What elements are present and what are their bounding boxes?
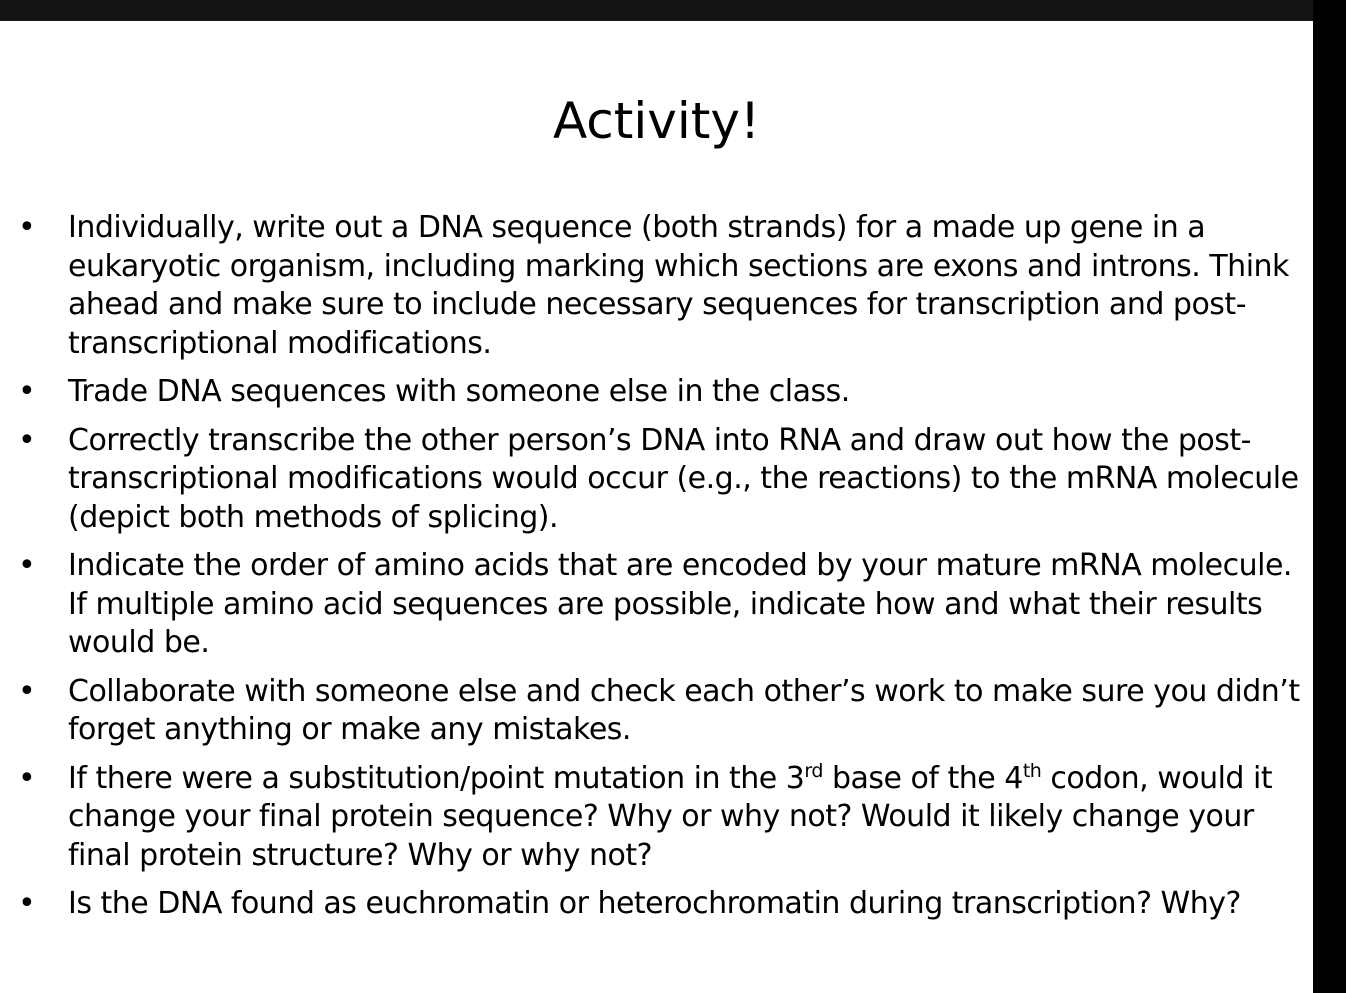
bullet-text-part2: base of the 4 bbox=[822, 760, 1023, 796]
bullet-icon: • bbox=[18, 374, 36, 409]
bullet-text-part3: codon, would it change your final protein sequence? Why or why not? Would it likely change your final protein structure? Why or why not? bbox=[68, 760, 1273, 873]
bullet-item-chromatin bbox=[0, 885, 1300, 924]
bullet-icon: • bbox=[18, 886, 36, 921]
top-window-bar bbox=[0, 0, 1346, 21]
bullet-icon: • bbox=[18, 210, 36, 245]
bullet-icon: • bbox=[18, 673, 36, 709]
bullet-text: Correctly transcribe the other person’s DNA into RNA and draw out how the post-transcriptional modifications would occur (e.g., the reactions) to the mRNA molecule (depict both methods of splicing). bbox=[68, 422, 1299, 535]
bullet-item-mutation bbox=[0, 760, 1300, 876]
bullet-item-write-dna bbox=[0, 209, 1300, 363]
bullet-icon: • bbox=[18, 760, 36, 796]
bullet-item-trade-dna bbox=[0, 373, 1300, 412]
ordinal-superscript-rd: rd bbox=[804, 759, 823, 782]
bullet-item-transcribe bbox=[0, 422, 1300, 538]
bullet-item-collaborate bbox=[0, 673, 1300, 750]
bullet-text: Trade DNA sequences with someone else in the class. bbox=[68, 374, 850, 409]
slide-title: Activity! bbox=[552, 92, 761, 150]
bullet-icon: • bbox=[18, 422, 36, 458]
bullet-icon: • bbox=[18, 548, 36, 583]
right-window-bar bbox=[1313, 0, 1346, 993]
bullet-list bbox=[0, 209, 1300, 934]
bullet-text: Individually, write out a DNA sequence (both strands) for a made up gene in a eukaryotic organism, including marking which sections are exons and introns. Think ahead and make sure to include necessary sequences for transcription and post-transcriptional modifications. bbox=[68, 210, 1289, 361]
bullet-text: Is the DNA found as euchromatin or heterochromatin during transcription? Why? bbox=[68, 886, 1241, 921]
slide bbox=[0, 21, 1313, 993]
bullet-text: Collaborate with someone else and check each other’s work to make sure you didn’t forget anything or make any mistakes. bbox=[68, 673, 1300, 747]
bullet-item-amino-acids bbox=[0, 547, 1300, 663]
ordinal-superscript-th: th bbox=[1022, 759, 1042, 782]
bullet-text: Indicate the order of amino acids that are encoded by your mature mRNA molecule. If multiple amino acid sequences are possible, indicate how and what their results would be. bbox=[68, 548, 1292, 660]
bullet-text-part1: If there were a substitution/point mutation in the 3 bbox=[68, 760, 805, 796]
